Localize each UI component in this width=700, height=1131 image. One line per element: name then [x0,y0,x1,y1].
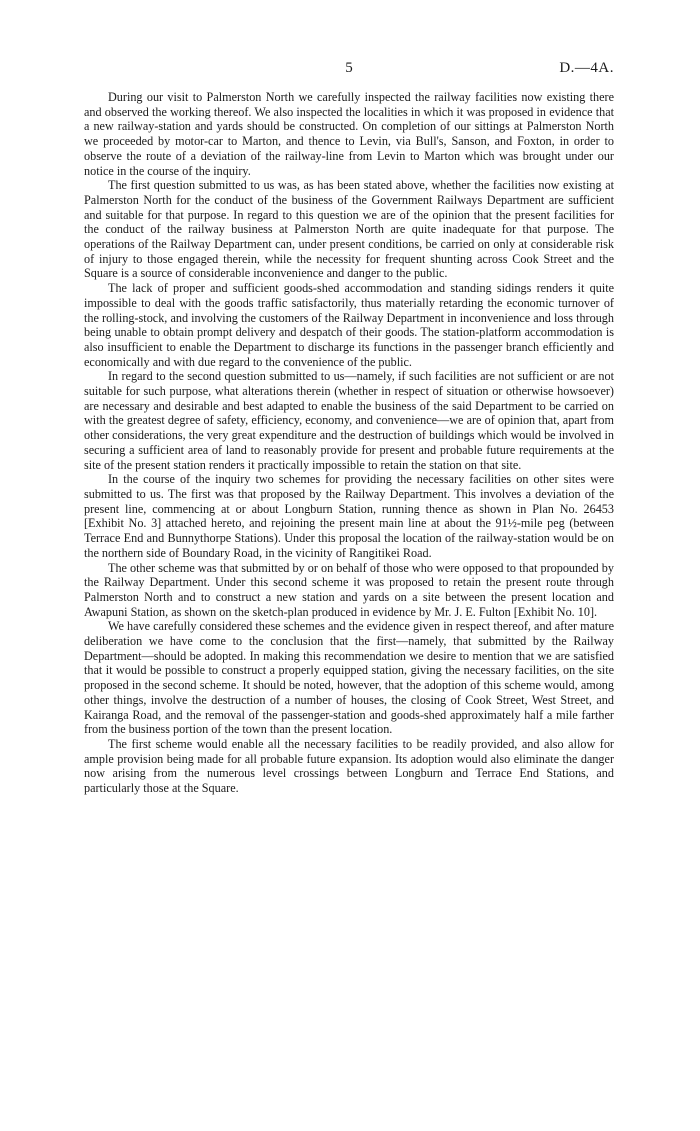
paragraph: In regard to the second question submitted to us—namely, if such facilities are not sufficient or are not suitable for such purpose, what alterations therein (whether in respect of situation or otherwise howsoever) are necessary and desirable and best adapted to enable the business of the said Department to be carried on with the greatest degree of safety, efficiency, economy, and convenience—we are of opinion that, apart from other considerations, the very great expenditure and the destruction of buildings which would be involved in securing a sufficient area of land to reasonably provide for present and probable future requirements at the site of the present station renders it practically impossible to retain the station on that site. [84,369,614,472]
document-reference: D.—4A. [559,60,614,76]
paragraph: In the course of the inquiry two schemes for providing the necessary facilities on other sites were submitted to us. The first was that proposed by the Railway Department. This involves a deviation of the present line, commencing at or about Longburn Station, running thence as shown in Plan No. 26453 [Exhibit No. 3] attached hereto, and rejoining the present main line at about the 91½-mile peg (between Terrace End and Bunnythorpe Stations). Under this proposal the location of the railway-station would be on the northern side of Boundary Road, in the vicinity of Rangitikei Road. [84,472,614,560]
paragraph: The first question submitted to us was, as has been stated above, whether the facilities now existing at Palmerston North for the conduct of the business of the Government Railways Department are sufficient and suitable for that purpose. In regard to this question we are of the opinion that the present facilities for the conduct of the railway business at Palmerston North are quite inadequate for that purpose. The operations of the Railway Department can, under present conditions, be carried on only at considerable risk of injury to those engaged therein, while the necessity for frequent shunting across Cook Street and the Square is a source of considerable inconvenience and danger to the public. [84,178,614,281]
body-text [84,90,614,796]
paragraph: The other scheme was that submitted by or on behalf of those who were opposed to that propounded by the Railway Department. Under this second scheme it was proposed to retain the present route through Palmerston North and to construct a new station and yards on a site between the present location and Awapuni Station, as shown on the sketch-plan produced in evidence by Mr. J. E. Fulton [Exhibit No. 10]. [84,560,614,619]
paragraph: The first scheme would enable all the necessary facilities to be readily provided, and also allow for ample provision being made for all probable future expansion. Its adoption would also eliminate the danger now arising from the numerous level crossings between Longburn and Terrace End Stations, and particularly those at the Square. [84,736,614,796]
paragraph: During our visit to Palmerston North we carefully inspected the railway facilities now existing there and observed the working thereof. We also inspected the localities in which it was proposed in evidence that a new railway-station and yards should be constructed. On completion of our sittings at Palmerston North we proceeded by motor-car to Marton, and thence to Levin, via Bull's, Sanson, and Foxton, in order to observe the route of a deviation of the railway-line from Levin to Marton which was brought under our notice in the course of the inquiry. [84,90,614,178]
document-page [84,60,614,796]
page-header [84,60,614,90]
page-number: 5 [345,60,353,76]
paragraph: The lack of proper and sufficient goods-shed accommodation and standing sidings renders it quite impossible to deal with the goods traffic satisfactorily, thus materially retarding the economic turnover of the rolling-stock, and involving the customers of the Railway Department in inconvenience and loss through being unable to obtain prompt delivery and despatch of their goods. The station-platform accommodation is also insufficient to enable the Department to discharge its functions in the passenger branch efficiently and economically and with due regard to the convenience of the public. [84,281,614,369]
paragraph: We have carefully considered these schemes and the evidence given in respect thereof, and after mature deliberation we have come to the conclusion that the first—namely, that submitted by the Railway Department—should be adopted. In making this recommendation we desire to mention that we are satisfied that it would be possible to construct a properly equipped station, giving the necessary facilities, on the site proposed in the second scheme. It should be noted, however, that the adoption of this scheme would, among other things, involve the destruction of a number of houses, the closing of Cook Street, West Street, and Kairanga Road, and the removal of the passenger-station and goods-shed approximately half a mile farther from the business portion of the town than the present location. [84,619,614,737]
